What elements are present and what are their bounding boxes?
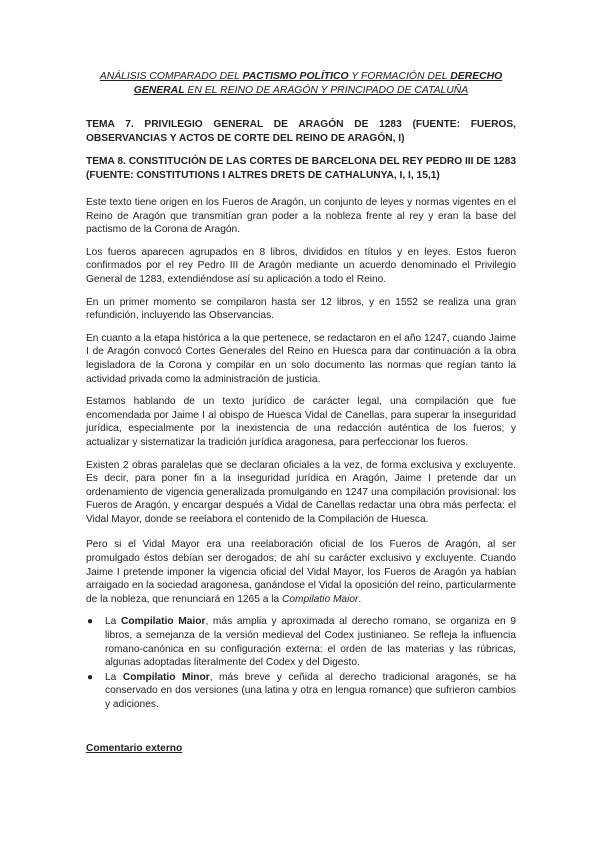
paragraph-text: Pero si el Vidal Mayor era una reelaboración oficial de los Fueros de Aragón, al ser promulgado éstos debían ser derogados; de ahí su carácter exclusivo y excluyente. Cuando Jaime I pretende imponer la vigencia oficial del Vidal Mayor, los Fueros de Aragón ya habían arraigado en la sociedad aragonesa, ganándose el Vidal la oposición del reino, particularmente de la nobleza, que renunciará en 1265 a la	[86, 539, 516, 605]
tema-8-heading: TEMA 8. CONSTITUCIÓN DE LAS CORTES DE BARCELONA DEL REY PEDRO III DE 1283 (FUENTE: CONSTITUTIONS I ALTRES DRETS DE CATHALUNYA, I, I, 15,1)	[86, 156, 516, 181]
list-item-prefix: La	[105, 616, 121, 628]
paragraph: Existen 2 obras paralelas que se declaran oficiales a la vez, de forma exclusiva y excluyente. Es decir, para poner fin a la inseguridad jurídica en Aragón, Jaime I pretende dar un ordenamiento de vigencia generalizada promulgando en 1247 una compilación provisional: los Fueros de Aragón, y encargar después a Vidal de Canellas redactar una obra más perfecta: el Vidal Mayor, donde se reelabora el contenido de la Compilación de Huesca.	[86, 459, 516, 525]
list-item-prefix: La	[105, 671, 123, 683]
title-part: Y FORMACIÓN DEL	[348, 71, 451, 82]
paragraph: En cuanto a la etapa histórica a la que pertenece, se redactaron en el año 1247, cuando Jaime I de Aragón convocó Cortes Generales del Reino en Huesca para dar continuación a la obra legisladora de la Corona y compilar en un solo documento las normas que regían tanto la actividad privada como la administración de justicia.	[86, 332, 516, 385]
paragraph: Estamos hablando de un texto jurídico de carácter legal, una compilación que fue encomendada por Jaime I al obispo de Huesca Vidal de Canellas, para superar la inseguridad jurídica, especialmente por la inexistencia de una redacción auténtica de los fueros; y actualizar y sistematizar la tradición jurídica aragonesa, para perfeccionar los fueros.	[86, 396, 516, 448]
bullet-icon: ●	[87, 616, 94, 628]
list-item-text: , más breve y ceñida al derecho tradicional aragonés, se ha conservado en dos versiones (una latina y otra en lengua romance) que sufrieron cambios y adiciones.	[105, 671, 516, 710]
section-heading: Comentario externo	[86, 742, 183, 754]
bullet-icon: ●	[87, 671, 94, 683]
list-item	[86, 615, 516, 669]
title-part: ANÁLISIS COMPARADO DEL	[99, 71, 243, 82]
paragraph-text: .	[358, 593, 362, 605]
title-emphasis: DERECHO GENERAL	[133, 71, 503, 96]
paragraph: Este texto tiene origen en los Fueros de Aragón, un conjunto de leyes y normas vigentes en el Reino de Aragón que transmitían gran poder a la nobleza frente al rey y eran la base del pactismo de la Corona de Aragón.	[86, 197, 516, 236]
title-emphasis: PACTISMO POLÍTICO	[242, 71, 349, 82]
list-item-term: Compilatio Maior	[120, 616, 206, 628]
paragraph-italic: Compilatio Maior	[281, 593, 359, 605]
compilatio-list	[86, 615, 516, 711]
tema-7-heading: TEMA 7. PRIVILEGIO GENERAL DE ARAGÓN DE 1283 (FUENTE: FUEROS, OBSERVANCIAS Y ACTOS DE CORTE DEL REINO DE ARAGÓN, I)	[86, 119, 516, 144]
document-title	[86, 70, 516, 98]
list-item-text: , más amplia y aproximada al derecho romano, se organiza en 9 libros, a semejanza de la versión medieval del Codex justinianeo. Se refleja la influencia romano-canónica en su configuración externa: el orden de las materias y las rúbricas, algunas adoptadas literalmente del Codex y del Digesto.	[105, 616, 516, 669]
list-item-term: Compilatio Minor	[122, 671, 210, 683]
paragraph	[86, 538, 516, 606]
title-part: EN EL REINO DE ARAGÓN Y PRINCIPADO DE CATALUÑA	[184, 85, 469, 96]
paragraph: Los fueros aparecen agrupados en 8 libros, divididos en títulos y en leyes. Estos fueron confirmados por el rey Pedro III de Aragón mediante un acuerdo denominado el Privilegio General de 1283, extendiéndose así su aplicación a todo el Reino.	[86, 246, 516, 285]
list-item	[86, 671, 516, 712]
paragraph: En un primer momento se compilaron hasta ser 12 libros, y en 1552 se realiza una gran refundición, incluyendo las Observancias.	[86, 296, 516, 322]
